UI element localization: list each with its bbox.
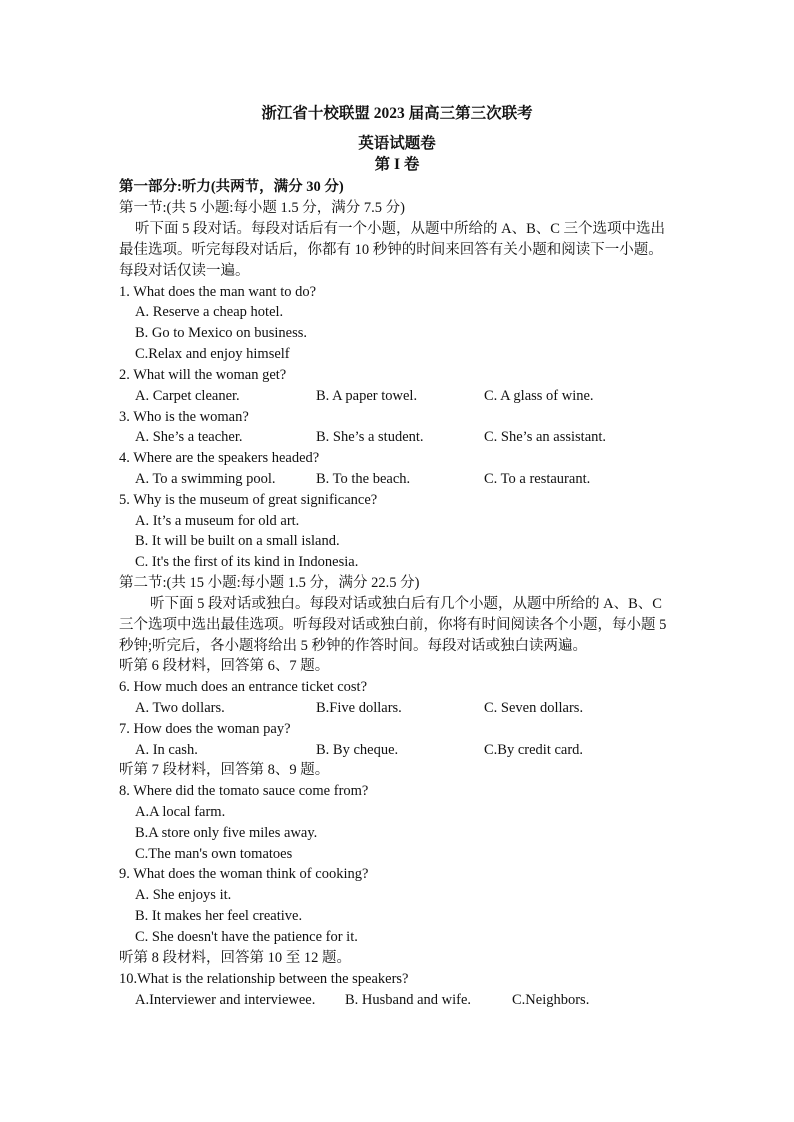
question-5-option-c: C. It's the first of its kind in Indonesia.	[135, 554, 359, 570]
question-4-stem: 4. Where are the speakers headed?	[119, 450, 320, 466]
question-6-option-a: A. Two dollars.	[135, 700, 225, 716]
question-5-option-a: A. It’s a museum for old art.	[135, 513, 300, 529]
question-8-option-a: A.A local farm.	[135, 804, 226, 820]
question-2-stem: 2. What will the woman get?	[119, 367, 287, 383]
question-1-stem: 1. What does the man want to do?	[119, 284, 317, 300]
question-2-option-c: C. A glass of wine.	[484, 388, 594, 404]
question-10-option-a: A.Interviewer and interviewee.	[135, 992, 316, 1008]
question-2-option-a: A. Carpet cleaner.	[135, 388, 240, 404]
question-5-stem: 5. Why is the museum of great significance?	[119, 492, 378, 508]
question-3-option-c: C. She’s an assistant.	[484, 429, 607, 445]
section1-heading: 第一节:(共 5 小题:每小题 1.5 分，满分 7.5 分)	[119, 200, 405, 216]
question-4-option-a: A. To a swimming pool.	[135, 471, 276, 487]
question-3-option-a: A. She’s a teacher.	[135, 429, 243, 445]
material-6-note: 听第 6 段材料，回答第 6、7 题。	[119, 658, 330, 674]
part1-heading: 第一部分:听力(共两节，满分 30 分)	[119, 179, 344, 195]
section2-instructions-line: 听下面 5 段对话或独白。每段对话或独白后有几个小题，从题中所给的 A、B、C	[150, 596, 662, 612]
question-7-option-c: C.By credit card.	[484, 742, 584, 758]
question-9-option-a: A. She enjoys it.	[135, 887, 232, 903]
question-4-option-b: B. To the beach.	[316, 471, 411, 487]
section1-instructions-line: 每段对话仅读一遍。	[119, 263, 250, 279]
question-1-option-b: B. Go to Mexico on business.	[135, 325, 307, 341]
volume-label: 第 I 卷	[374, 156, 420, 173]
question-1-option-a: A. Reserve a cheap hotel.	[135, 304, 284, 320]
question-8-stem: 8. Where did the tomato sauce come from?	[119, 783, 369, 799]
question-5-option-b: B. It will be built on a small island.	[135, 533, 340, 549]
material-7-note: 听第 7 段材料，回答第 8、9 题。	[119, 762, 330, 778]
section2-heading: 第二节:(共 15 小题:每小题 1.5 分，满分 22.5 分)	[119, 575, 420, 591]
question-2-option-b: B. A paper towel.	[316, 388, 418, 404]
section1-instructions-line: 最佳选项。听完每段对话后，你都有 10 秒钟的时间来回答有关小题和阅读下一小题。	[119, 242, 663, 258]
exam-title: 浙江省十校联盟 2023 届高三第三次联考	[261, 105, 533, 122]
material-8-note: 听第 8 段材料，回答第 10 至 12 题。	[119, 950, 351, 966]
question-9-option-b: B. It makes her feel creative.	[135, 908, 303, 924]
question-3-option-b: B. She’s a student.	[316, 429, 424, 445]
question-10-option-b: B. Husband and wife.	[345, 992, 472, 1008]
question-6-option-c: C. Seven dollars.	[484, 700, 584, 716]
question-1-option-c: C.Relax and enjoy himself	[135, 346, 290, 362]
question-6-option-b: B.Five dollars.	[316, 700, 402, 716]
question-8-option-b: B.A store only five miles away.	[135, 825, 318, 841]
section2-instructions-line: 三个选项中选出最佳选项。听每段对话或独白前，你将有时间阅读各个小题，每小题 5	[119, 617, 667, 633]
paper-subtitle: 英语试题卷	[358, 135, 436, 152]
section2-instructions-line: 秒钟;听完后，各小题将给出 5 秒钟的作答时间。每段对话或独白读两遍。	[119, 638, 588, 654]
question-7-stem: 7. How does the woman pay?	[119, 721, 291, 737]
question-8-option-c: C.The man's own tomatoes	[135, 846, 293, 862]
question-7-option-b: B. By cheque.	[316, 742, 399, 758]
question-9-stem: 9. What does the woman think of cooking?	[119, 866, 369, 882]
question-10-option-c: C.Neighbors.	[512, 992, 590, 1008]
question-3-stem: 3. Who is the woman?	[119, 409, 249, 425]
question-4-option-c: C. To a restaurant.	[484, 471, 591, 487]
question-9-option-c: C. She doesn't have the patience for it.	[135, 929, 358, 945]
section1-instructions-line: 听下面 5 段对话。每段对话后有一个小题，从题中所给的 A、B、C 三个选项中选出	[135, 221, 666, 237]
question-10-stem: 10.What is the relationship between the speakers?	[119, 971, 409, 987]
question-7-option-a: A. In cash.	[135, 742, 198, 758]
question-6-stem: 6. How much does an entrance ticket cost?	[119, 679, 368, 695]
